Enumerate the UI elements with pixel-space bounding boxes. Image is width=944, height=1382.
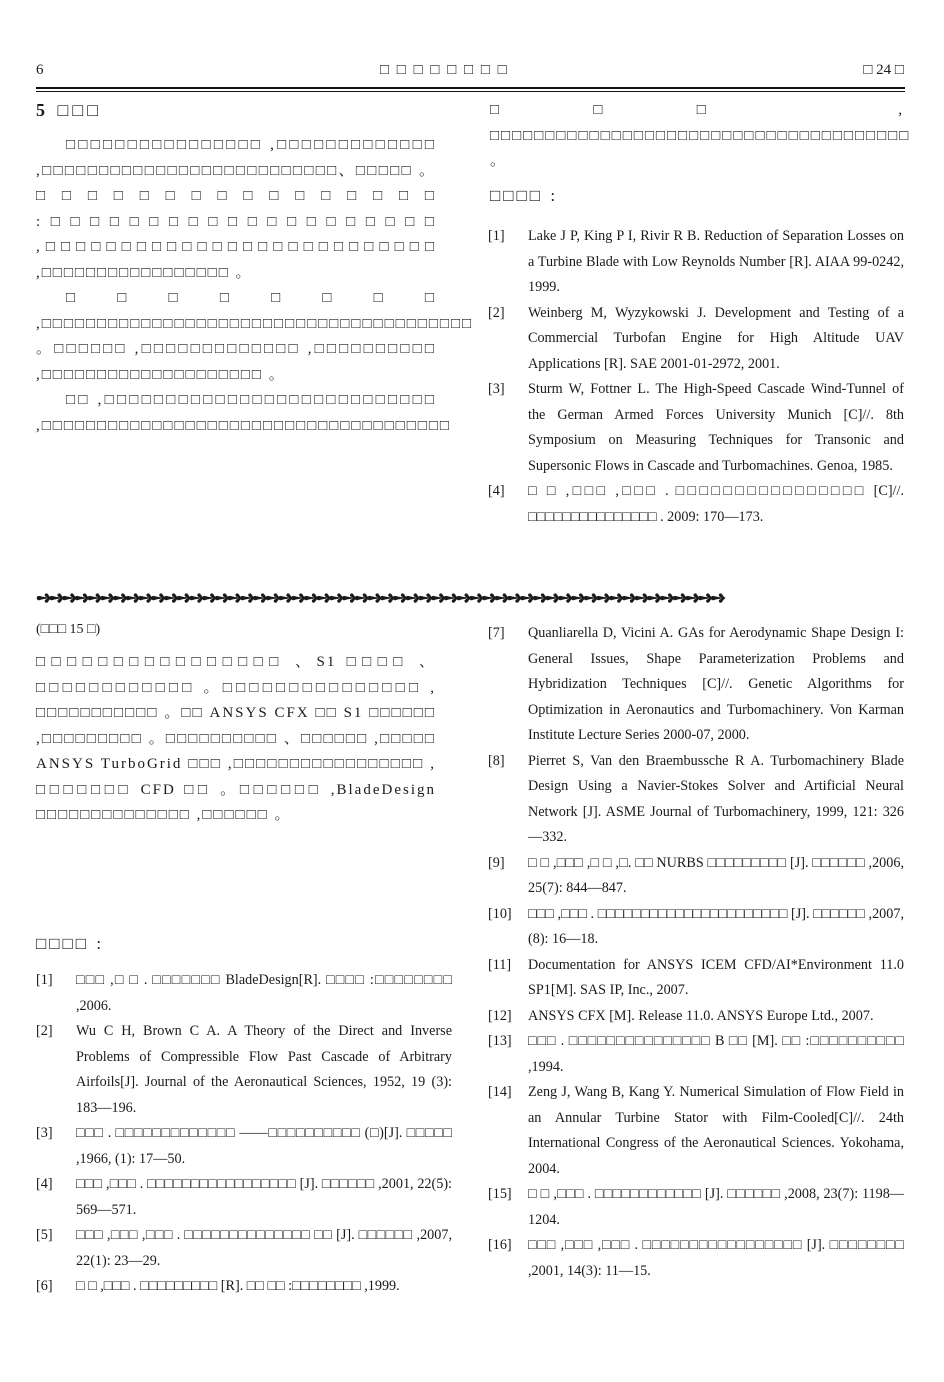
reference-item (488, 749, 904, 851)
reference-text: □□□ ,□□□ ,□□□ . □□□□□□□□□□□□□□□□□ [J]. □□□□□□□□ ,2001, 14(3): 11—15. (528, 1237, 904, 1279)
header-rule-thick (36, 87, 905, 89)
reference-number: [3] (36, 1125, 53, 1141)
reference-text: □ □ ,□□□ . □□□□□□□□□□□□ [J]. □□□□□□ ,2008, 23(7): 1198—1204. (528, 1186, 904, 1228)
reference-number: [5] (36, 1227, 53, 1243)
reference-text: □□□ ,□□□ ,□□□ . □□□□□□□□□□□□□□ □□ [J]. □□□□□□ ,2007, 22(1): 23—29. (76, 1227, 452, 1269)
reference-text: Pierret S, Van den Braembussche R A. Turbomachinery Blade Design Using a Navier-Stokes Solver and Artificial Neural Network [J]. ASME Journal of Turbomachinery, 1999, 121: 326—332. (528, 752, 904, 845)
reference-text: □ □ ,□□□ ,□□□ . □□□□□□□□□□□□□□□□ [C]//. □□□□□□□□□□□□□□□ . 2009: 170—173. (528, 483, 904, 525)
conclusion-paragraph-3: □□ ,□□□□□□□□□□□□□□□□□□□□□□□□□□□ ,□□□□□□□□□□□□□□□□□□□□□□□□□□□□□□□□□□□□□ (36, 392, 451, 434)
continuation-note: (□□□ 15 □) (36, 622, 101, 637)
page-number: 6 (36, 62, 44, 78)
reference-item (36, 1121, 452, 1172)
reference-number: [9] (488, 854, 505, 871)
reference-text: □ □ ,□□□ . □□□□□□□□□ [R]. □□ □□ :□□□□□□□□ ,1999. (76, 1278, 400, 1294)
section-heading: 5 □□□ (36, 100, 103, 120)
reference-item (488, 1182, 904, 1233)
reference-item (488, 1004, 904, 1030)
reference-item (488, 953, 904, 1004)
reference-number: [12] (488, 1007, 512, 1024)
reference-number: [11] (488, 956, 512, 973)
reference-item (488, 301, 904, 378)
reference-number: [4] (36, 1176, 53, 1192)
reference-item (488, 851, 904, 902)
reference-number: [14] (488, 1084, 512, 1100)
reference-item (488, 224, 904, 301)
references-list-top (488, 224, 904, 530)
reference-item (488, 902, 904, 953)
reference-number: [16] (488, 1237, 512, 1253)
issue-number: □ 24 □ (863, 62, 904, 78)
reference-text: □□□ ,□□□ . □□□□□□□□□□□□□□□□□ [J]. □□□□□□ ,2001, 22(5): 569—571. (76, 1176, 452, 1218)
reference-text: □□□ ,□□□ . □□□□□□□□□□□□□□□□□□□□□□ [J]. □□□□□□ ,2007, (8): 16—18. (528, 905, 904, 947)
reference-text: Weinberg M, Wyzykowski J. Development and Testing of a Commercial Turbofan Engine for High Altitude UAV Applications [R]. SAE 2001-01-2972, 2001. (528, 304, 904, 372)
reference-item (36, 1172, 452, 1223)
reference-item (488, 1080, 904, 1182)
reference-number: [1] (488, 228, 505, 244)
reference-text: □ □ ,□□□ ,□ □ ,□. □□ NURBS □□□□□□□□□ [J]. □□□□□□ ,2006, 25(7): 844—847. (528, 854, 904, 896)
reference-item (36, 968, 452, 1019)
reference-item (488, 1029, 904, 1080)
continuation-paragraph: □□□□□□□□□□□□□□□□ 、S1 □□□□ 、□□□□□□□□□□□□ 。□□□□□□□□□□□□□□□ , □□□□□□□□□□□ 。□□ ANSYS CFX □□ S1 □□□□□□ ,□□□□□□□□□ 。□□□□□□□□□□ 、□□□□□□ ,□□□□□ ANSYS TurboGrid □□□ ,□□□□□□□□□□□□□□□□□ , □□□□□□□ CFD □□ 。□□□□□□ ,BladeDesign □□□□□□□□□□□□□□ ,□□□□□□ 。 (36, 654, 436, 823)
reference-text: Zeng J, Wang B, Kang Y. Numerical Simulation of Flow Field in an Annular Turbine Stator with Film-Cooled[C]//. 24th International Congress of the Aeronautical Sciences. Yokohama, 2004. (528, 1084, 904, 1177)
reference-text: □□□ . □□□□□□□□□□□□□ ——□□□□□□□□□□ (□)[J]. □□□□□ ,1966, (1): 17—50. (76, 1125, 452, 1167)
reference-number: [4] (488, 483, 505, 499)
reference-text: Documentation for ANSYS ICEM CFD/AI*Environment 11.0 SP1[M]. SAS IP, Inc., 2007. (528, 956, 904, 998)
reference-number: [2] (488, 304, 505, 321)
reference-item (488, 479, 904, 530)
reference-item (36, 1223, 452, 1274)
reference-number: [6] (36, 1278, 53, 1294)
reference-number: [2] (36, 1023, 53, 1039)
reference-item (488, 1233, 904, 1284)
references-list-bottom-left (36, 968, 452, 1300)
reference-text: □□□ ,□ □ . □□□□□□□ BladeDesign[R]. □□□□ :□□□□□□□□ ,2006. (76, 972, 452, 1014)
reference-number: [10] (488, 905, 512, 922)
references-list-bottom-right (488, 621, 904, 1284)
reference-item (36, 1274, 452, 1300)
reference-text: Quanliarella D, Vicini A. GAs for Aerodynamic Shape Design I: General Issues, Shape Parameterization Problems and Hybridization Techniques [C]//. Genetic Algorithms for Optimization in Aeronautics and Turbomachinery. Von Karman Institute Lecture Series 2000-07, 2000. (528, 625, 904, 743)
reference-item (36, 1019, 452, 1121)
reference-number: [13] (488, 1033, 512, 1049)
reference-text: Lake J P, King P I, Rivir R B. Reduction of Separation Losses on a Turbine Blade with Low Reynolds Number [R]. AIAA 99-0242, 1999. (528, 228, 904, 295)
reference-text: Sturm W, Fottner L. The High-Speed Cascade Wind-Tunnel of the German Armed Forces University Munich [C]//. 8th Symposium on Measuring Techniques for Transonic and Supersonic Flows in Cascade and Turbomachines. Genoa, 1985. (528, 381, 904, 474)
reference-item (488, 621, 904, 749)
reference-text: □□□ . □□□□□□□□□□□□□□□ B □□ [M]. □□ :□□□□□□□□□□ ,1994. (528, 1033, 904, 1075)
references-heading-bottom: □□□□ : (36, 934, 105, 953)
reference-number: [1] (36, 972, 53, 988)
reference-text: ANSYS CFX [M]. Release 11.0. ANSYS Europe Ltd., 2007. (528, 1007, 874, 1024)
references-heading-top: □□□□ : (490, 186, 559, 205)
reference-number: [8] (488, 752, 505, 769)
conclusion-section (36, 100, 474, 439)
reference-number: [7] (488, 625, 505, 641)
header-rule-thin (36, 91, 905, 92)
journal-title: □ □ □ □ □ □ □ □ (380, 62, 509, 78)
reference-item (488, 377, 904, 479)
reference-number: [15] (488, 1186, 512, 1202)
conclusion-paragraph-1: □□□□□□□□□□□□□□□□ ,□□□□□□□□□□□□□ ,□□□□□□□□□□□□□□□□□□□□□□□□□□、□□□□□ 。□□□□□□□□□□□□□□□□ :□□□□□□□□□□□□□□□□□□□□ ,□□□□□□□□□□□□□□□□□□□□□□□□□□ ,□□□□□□□□□□□□□□□□□ 。 (36, 137, 436, 281)
conclusion-continued: □□□ , □□□□□□□□□□□□□□□□□□□□□□□□□□□□□□□□□□□□□□ 。 (490, 102, 911, 169)
article-divider: ➺➺➺➺➺➺➺➺➺➺➺➺➺➺➺➺➺➺➺➺➺➺➺➺➺➺➺➺➺➺➺➺➺➺➺➺➺➺➺➺➺➺➺➺➺➺➺➺➺➺➺➺➺➺ (36, 590, 723, 608)
conclusion-body (36, 133, 474, 439)
reference-number: [3] (488, 381, 505, 397)
conclusion-paragraph-2: □□□□□□□□ ,□□□□□□□□□□□□□□□□□□□□□□□□□□□□□□□□□□□□□□□ 。□□□□□□ ,□□□□□□□□□□□□□ ,□□□□□□□□□□ ,□□□□□□□□□□□□□□□□□□□□ 。 (36, 290, 474, 383)
reference-text: Wu C H, Brown C A. A Theory of the Direct and Inverse Problems of Compressible Flow Past Cascade of Arbitrary Airfoils[J]. Journal of the Aeronautical Sciences, 1952, 19 (3): 183—196. (76, 1023, 452, 1116)
